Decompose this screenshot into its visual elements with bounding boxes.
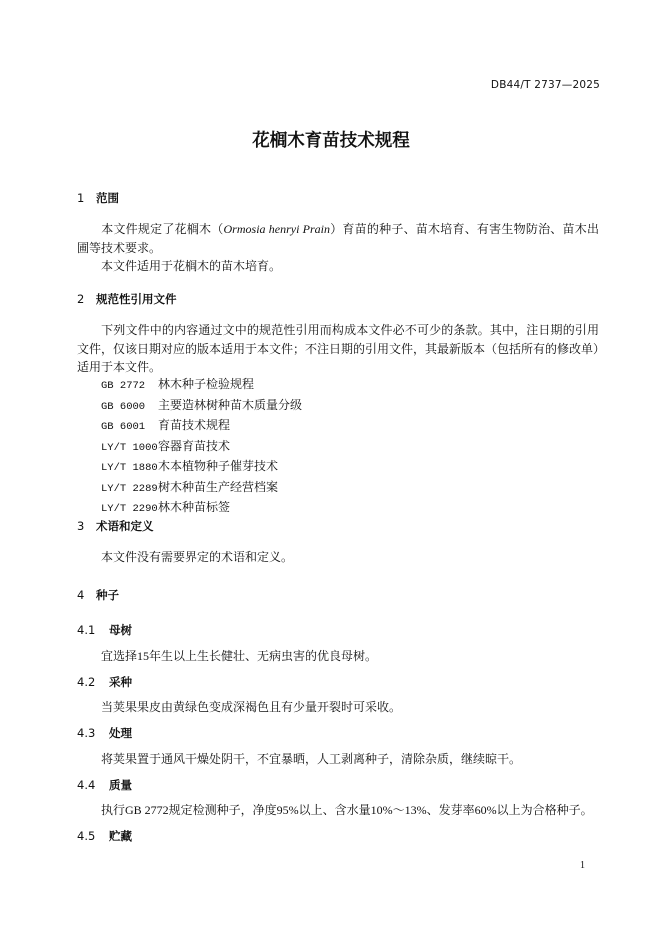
processing-paragraph	[77, 750, 599, 769]
reference-code: GB 6001	[101, 421, 146, 433]
page-number: 1	[580, 860, 585, 871]
reference-name: 林木种苗标签	[158, 500, 231, 514]
reference-name: 树木种苗生产经营档案	[158, 479, 279, 494]
section-number: 3	[77, 519, 85, 533]
section-number: 2	[77, 292, 85, 306]
section-heading-seeds	[77, 587, 119, 603]
scope-paragraph	[77, 220, 599, 257]
section-title: 母树	[109, 623, 132, 637]
reference-item	[101, 457, 302, 478]
section-title: 质量	[109, 778, 132, 792]
reference-code: GB 6000	[101, 400, 146, 413]
section-title: 种子	[96, 588, 119, 602]
section-title: 术语和定义	[96, 519, 154, 533]
reference-name: 容器育苗技术	[158, 438, 231, 453]
section-number: 4	[77, 588, 85, 602]
scope-text: 本文件规定了花榈木（	[101, 222, 224, 236]
reference-code: LY/T 2289	[101, 482, 158, 495]
reference-item	[101, 478, 302, 499]
reference-item	[101, 498, 302, 519]
subsection-heading-quality	[77, 777, 132, 793]
reference-list	[101, 375, 302, 519]
section-number: 4.3	[77, 726, 96, 740]
section-number: 4.4	[77, 778, 96, 792]
subsection-heading-collection	[77, 674, 132, 690]
reference-item	[101, 396, 302, 417]
reference-code: LY/T 1880	[101, 462, 158, 474]
section-title: 贮藏	[109, 829, 132, 843]
references-intro-text: 下列文件中的内容通过文中的规范性引用而构成本文件必不可少的条款。其中，注日期的引用文件，仅该日期对应的版本适用于本文件；不注日期的引用文件，其最新版本（包括所有的修改单）适用于本文件。	[77, 323, 600, 374]
section-heading-normative-references	[77, 291, 177, 307]
applicability-text: 本文件适用于花榈木的苗木培育。	[101, 259, 282, 273]
reference-item	[101, 437, 302, 458]
section-title: 范围	[96, 191, 119, 205]
subsection-heading-processing	[77, 725, 132, 741]
mother-tree-paragraph	[77, 647, 599, 666]
document-code: DB44/T 2737—2025	[490, 79, 600, 91]
reference-code: LY/T 2290	[101, 503, 158, 515]
quality-text: 执行GB 2772规定检测种子，净度95%以上、含水量10%～13%、发芽率60%以上为合格种子。	[101, 803, 593, 817]
section-number: 4.5	[77, 829, 96, 843]
latin-name: Ormosia henryi Prain	[223, 222, 330, 236]
section-title: 处理	[109, 726, 132, 740]
reference-item	[101, 416, 302, 437]
section-heading-terms	[77, 518, 154, 534]
collection-text: 当荚果果皮由黄绿色变成深褐色且有少量开裂时可采收。	[101, 700, 402, 714]
section-heading-scope	[77, 190, 119, 206]
subsection-heading-mother-tree	[77, 622, 132, 638]
subsection-heading-storage	[77, 828, 132, 844]
quality-paragraph	[77, 801, 599, 820]
scope-text-cont: ）育苗的种子、苗木培育、有害生物防治、苗木出圃等技术要求。	[77, 222, 599, 255]
reference-code: LY/T 1000	[101, 441, 158, 454]
document-title: 花榈木育苗技术规程	[252, 131, 410, 151]
references-intro-paragraph	[77, 321, 599, 377]
reference-name: 木本植物种子催芽技术	[158, 459, 279, 473]
section-number: 4.1	[77, 623, 96, 637]
section-title: 规范性引用文件	[96, 292, 177, 306]
terms-text: 本文件没有需要界定的术语和定义。	[101, 550, 294, 564]
collection-paragraph	[77, 698, 599, 717]
reference-item	[101, 375, 302, 396]
terms-paragraph	[77, 548, 599, 567]
processing-text: 将荚果置于通风干燥处阴干，不宜暴晒，人工剥离种子，清除杂质，继续晾干。	[101, 752, 522, 766]
mother-tree-text: 宜选择15年生以上生长健壮、无病虫害的优良母树。	[101, 649, 378, 663]
reference-name: 林木种子检验规程	[158, 377, 255, 391]
reference-code: GB 2772	[101, 380, 146, 392]
scope-applicability-paragraph	[77, 257, 599, 276]
section-number: 1	[77, 191, 85, 205]
section-number: 4.2	[77, 675, 96, 689]
reference-name: 育苗技术规程	[158, 418, 231, 432]
reference-name: 主要造林树种苗木质量分级	[158, 397, 303, 412]
section-title: 采种	[109, 675, 132, 689]
